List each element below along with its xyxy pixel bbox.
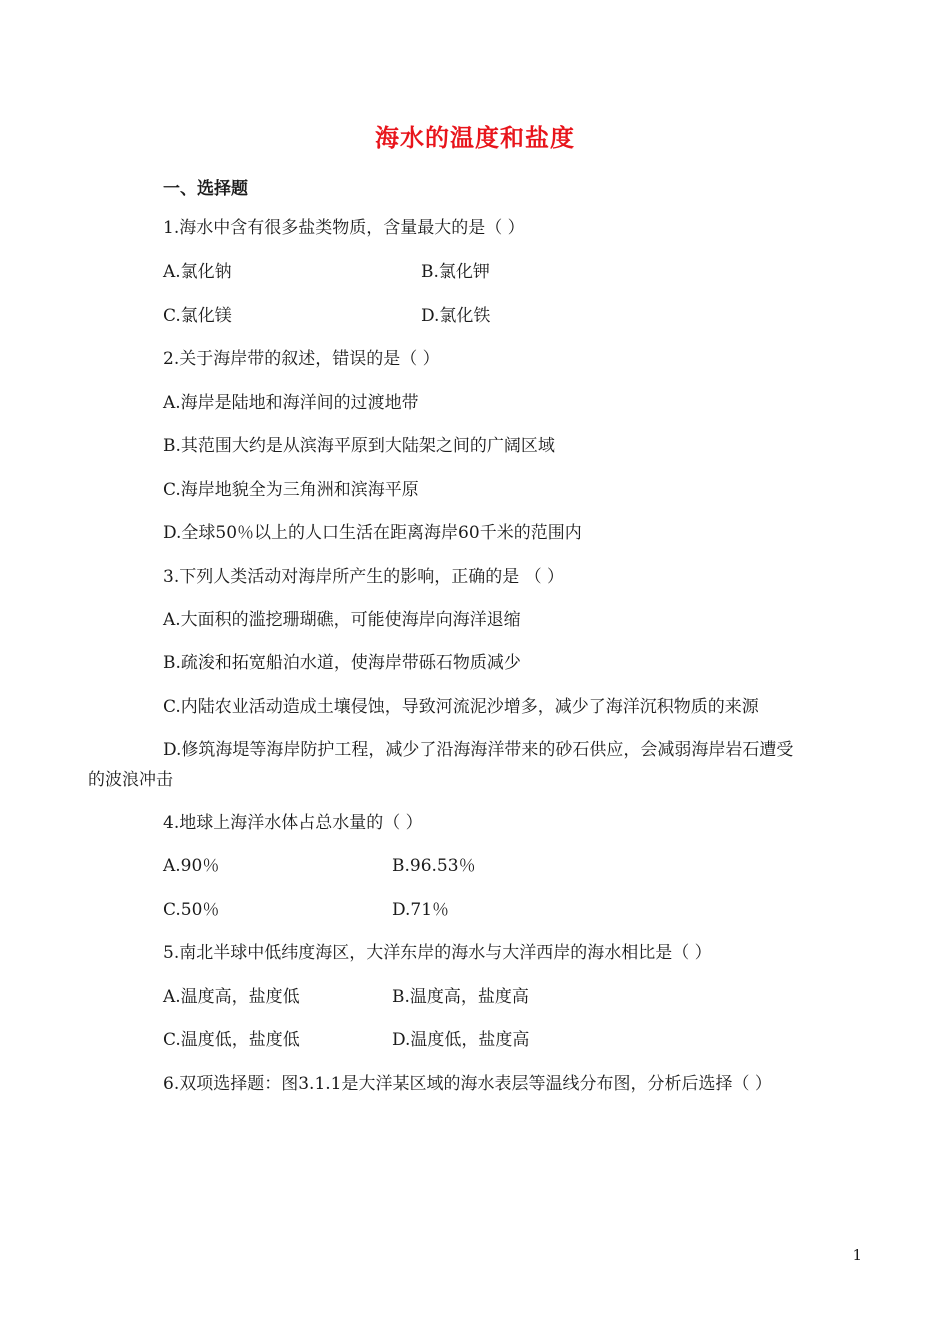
question-5-option-c: C.温度低，盐度低	[163, 1030, 300, 1050]
question-2-option-d: D.全球50％以上的人口生活在距离海岸60千米的范围内	[163, 523, 582, 543]
question-3-option-d-line1: D.修筑海堤等海岸防护工程，减少了沿海海洋带来的砂石供应，会减弱海岸岩石遭受	[163, 740, 794, 760]
question-5-option-a: A.温度高，盐度低	[163, 987, 300, 1007]
question-1-option-d: D.氯化铁	[421, 306, 491, 326]
question-4-option-d: D.71％	[392, 900, 450, 920]
question-3-option-b: B.疏浚和拓宽船泊水道，使海岸带砾石物质减少	[163, 653, 521, 673]
question-1-option-b: B.氯化钾	[421, 262, 490, 282]
question-2-stem: 2.关于海岸带的叙述，错误的是（ ）	[163, 349, 440, 369]
question-2-option-c: C.海岸地貌全为三角洲和滨海平原	[163, 480, 419, 500]
question-4-option-b: B.96.53％	[392, 856, 476, 876]
page-title: 海水的温度和盐度	[375, 124, 575, 152]
question-1-option-a: A.氯化钠	[163, 262, 232, 282]
question-1-option-c: C.氯化镁	[163, 306, 232, 326]
question-3-option-d-line2: 的波浪冲击	[88, 770, 173, 790]
question-3-stem: 3.下列人类活动对海岸所产生的影响，正确的是 （ ）	[163, 567, 565, 587]
question-5-option-b: B.温度高，盐度高	[392, 987, 529, 1007]
question-3-option-c: C.内陆农业活动造成土壤侵蚀，导致河流泥沙增多，减少了海洋沉积物质的来源	[163, 697, 759, 717]
question-4-option-a: A.90％	[163, 856, 220, 876]
question-4-option-c: C.50％	[163, 900, 220, 920]
question-5-stem: 5.南北半球中低纬度海区，大洋东岸的海水与大洋西岸的海水相比是（ ）	[163, 943, 712, 963]
section-heading: 一、选择题	[163, 179, 248, 199]
question-3-option-a: A.大面积的滥挖珊瑚礁，可能使海岸向海洋退缩	[163, 610, 521, 630]
question-5-option-d: D.温度低，盐度高	[392, 1030, 530, 1050]
question-2-option-a: A.海岸是陆地和海洋间的过渡地带	[163, 393, 419, 413]
question-4-stem: 4.地球上海洋水体占总水量的（ ）	[163, 813, 423, 833]
question-2-option-b: B.其范围大约是从滨海平原到大陆架之间的广阔区域	[163, 436, 555, 456]
question-1-stem: 1.海水中含有很多盐类物质，含量最大的是（ ）	[163, 218, 525, 238]
page-number: 1	[852, 1246, 862, 1264]
question-6-stem: 6.双项选择题：图3.1.1是大洋某区域的海水表层等温线分布图，分析后选择（ ）	[163, 1074, 772, 1094]
